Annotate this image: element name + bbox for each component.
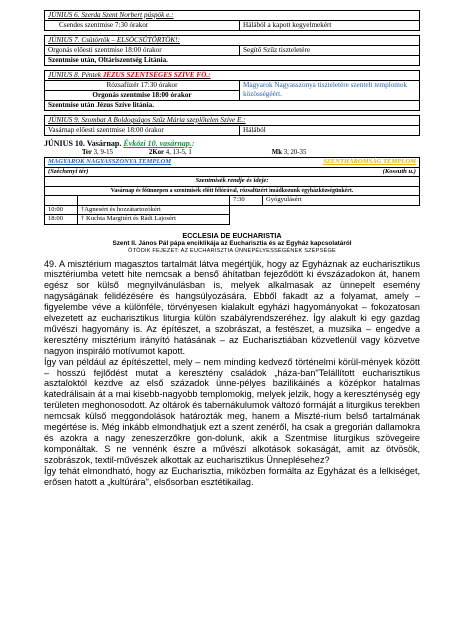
reading-1-label: Ter: [82, 149, 92, 156]
sunday-schedule: [44, 157, 420, 225]
church-right-address: (Kossuth u.): [230, 167, 420, 177]
rosary-notice: Vasárnap és főünnepen a szentmisék előtt félórával, rózsafüzért imádkozunk egyházközségünkért.: [45, 186, 420, 196]
rosary-time: Rózsafüzér 17:30 órakor: [45, 81, 240, 91]
encyclical-text: [44, 259, 420, 488]
feast-name: JÉZUS SZENTSÉGES SZÍVE FŐ.:: [102, 71, 211, 79]
reading-2: [149, 149, 192, 157]
reading-3: [272, 149, 307, 157]
reading-2-ref: 4, 13-5, 1: [165, 149, 192, 156]
mass-intention: Segítő Szűz tiszteletére: [240, 46, 420, 56]
reading-3-ref: 3, 20-35: [283, 149, 307, 156]
church-right: SZENTHÁROMSÁG TEMPLOM: [230, 158, 420, 168]
mass-intention: Magyarok Nagyasszonya tiszteletére szentelt templomok közösségéért.: [240, 81, 420, 101]
chapter-title: ÖTÖDIK FEJEZET: AZ EUCHARISZTIA ÜNNEPÉLYESSÉGÉNEK SZÉPSÉGE: [128, 247, 336, 254]
sunday-title: JÚNIUS 10. Vasárnap.: [44, 139, 122, 148]
mass-time: [45, 126, 240, 136]
reading-1-ref: 3, 9-15: [93, 149, 113, 156]
mass-intention: Hálából a kapott kegyelmekért: [240, 21, 420, 31]
mass-time: 10:00: [45, 205, 78, 215]
litany-note-text: Szentmise után, Oltáriszentség Litánia.: [48, 56, 168, 64]
encyclical-subtitle: Szent II. János Pál pápa enciklikája az Eucharisztia és az Egyház kapcsolatáról: [112, 239, 352, 247]
litany-note: Szentmise után Jézus Szíve litánia.: [45, 101, 420, 111]
liturgical-day-text: Évközi 10. vasárnap.: [123, 139, 192, 148]
mass-order-title: Szentmisék rendje és ideje:: [45, 177, 420, 187]
readings-line: [44, 149, 420, 157]
day-heading: JÚNIUS 6. Szerda Szent Norbert püspök e.:: [45, 11, 420, 21]
mass-time: 7:30: [230, 196, 263, 206]
paragraph: Így tehát elmondható, hogy az Eucharisztia, miközben formálta az Egyházat és a lelkiséget, erősen hatott a „kultúrára", elsősorban esztétikailag.: [44, 465, 420, 487]
church-left-address: (Széchenyi tér): [45, 167, 230, 177]
mass-intention: †Agnesért és hozzátartozókért: [78, 205, 230, 215]
church-left: MAGYAROK NAGYASSZONYA TEMPLOM: [48, 158, 172, 165]
schedule-june-6: [44, 10, 420, 31]
mass-intention: Gyógyulásért: [263, 196, 420, 206]
encyclical-title: ECCLESIA DE EUCHARISTIA: [182, 230, 282, 240]
mass-time: [45, 46, 240, 56]
day-heading: JÚNIUS 9. Szombat A Boldogságos Szűz Mária szeplőtelen Szíve E.:: [45, 116, 420, 126]
reading-1: [82, 149, 113, 157]
liturgical-day-colon: :: [191, 139, 195, 148]
church-left-cell: [45, 158, 230, 168]
mass-time-text: Orgonás előesti szentmise 18:00 órakor: [48, 46, 162, 54]
mass-intention: † Kuchta Margitért és Rádi Lajosért: [78, 215, 230, 225]
day-heading: JÚNIUS 7. Csütörtök – ELSŐCSÜTÖRTÖK!:: [45, 36, 420, 46]
sunday-heading: [44, 139, 420, 149]
paragraph: 49. A misztérium magasztos tartalmát látva megértjük, hogy az Egyháznak az eucharisztikus misztériumba vetett hite nemcsak a benső áhítatban fejeződött ki évszázadokon át, hanem egész sor külső megnyilvánulásban is, melyek alkalmasak az ünnepelt esemény nagyságának felidézésére és hangsúlyozására. Ebből fakadt az a folyamat, amely – figyelembe véve a különféle, törvényesen kialakult egyházi hagyományokat – fokozatosan elvezetett az eucharisztikus liturgia külön szabályrendszeréhez. Így alakult ki egy gazdag művészi hagyomány is. Az építészet, a szobrászat, a festészet, a muzsika – engedve a keresztény misztérium irányító hatásának – az Eucharisztiában közvetlenül vagy közvetve nagyon inspiráló motívumot kapott.: [44, 258, 420, 356]
schedule-june-8: [44, 70, 420, 111]
liturgical-day: [123, 139, 194, 148]
litany-note: [45, 56, 420, 66]
reading-2-label: 2Kor: [148, 149, 165, 156]
mass-time: 18:00: [45, 215, 78, 225]
schedule-june-9: [44, 115, 420, 136]
mass-intention: Hálából: [240, 126, 420, 136]
day-heading-prefix: JÚNIUS 8. Péntek: [48, 71, 101, 79]
encyclical-header: [44, 231, 420, 255]
paragraph: Így van például az építészettel, mely – nem minding kedvező történelmi körül-mények között – hosszú fejlődést mutat a keresztény családok „háza-ban"Telállított eucharisztikus asztaloktól kezdve az első századok ünne-pélyes bazilikáinés a középkor hatalmas katedrálisain át a mai kisebb-nagyobb templomokig, melyek jelzik, hogy a kereszténység egy területen meghonosodott. Az oltárok és tabernákulumok változó formáját a liturgikus terekben nemcsak külső meggondolások határozták meg, hanem a Miszté-rium belső tartalmának megértése is. Még inkább elmondhatjuk ezt a szent zenéről, ha csak a gregorián dallamokra és azokra a nagy zeneszerzőkre gon-dolunk, akik a Szentmise liturgikus szövegeire komponáltak. S ne vennénk észre a művészi alkotások sokaságát, amit az ötvösök, szobrászok, textil-művészek alkottak az eucharisztikus Ünneplésehez?: [44, 356, 420, 465]
mass-time: Orgonás szentmise 18:00 órakor: [45, 91, 240, 101]
mass-time-text: Vasárnap előesti szentmise 18:00 órakor: [48, 126, 164, 134]
schedule-june-7: [44, 35, 420, 66]
bulletin-page: [44, 10, 420, 488]
reading-3-label: Mk: [271, 149, 282, 156]
day-heading: [45, 71, 420, 81]
mass-time: Csendes szentmise 7:30 órakor: [45, 21, 240, 31]
